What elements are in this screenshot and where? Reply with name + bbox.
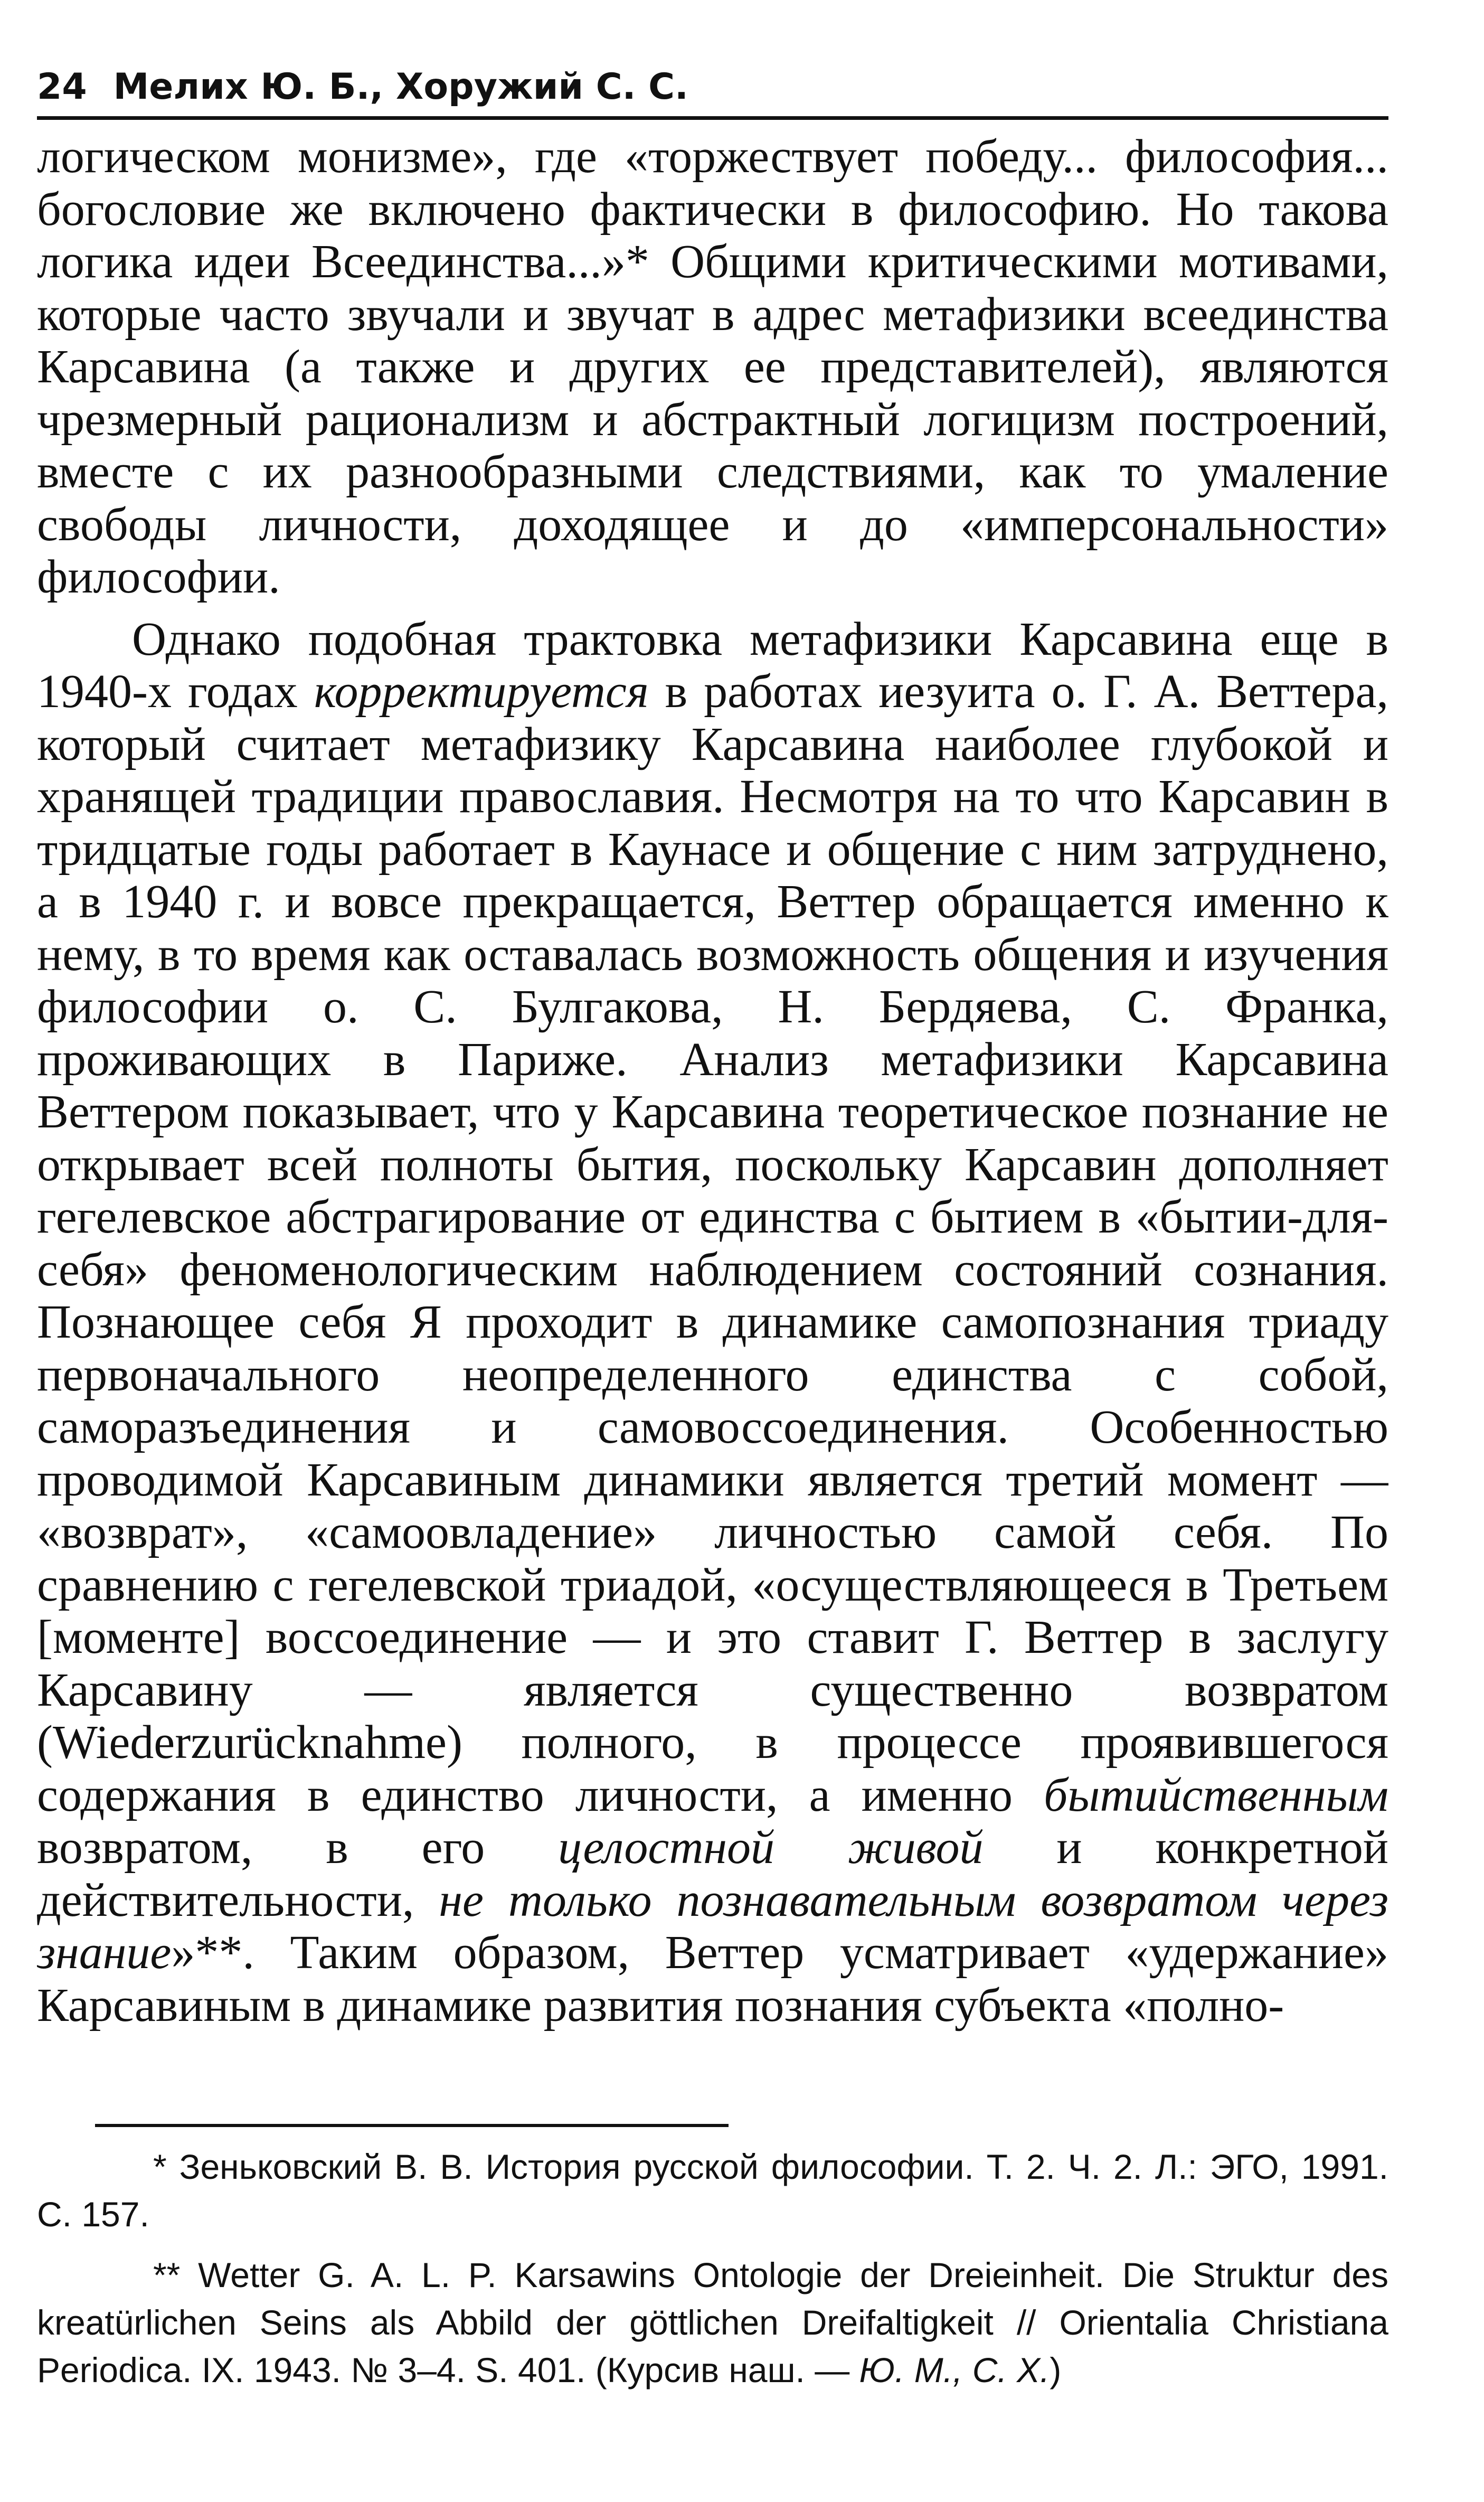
footnote-2: [37, 2251, 1388, 2394]
italic-emphasis: бытийственным: [1044, 1769, 1388, 1821]
footnote-1: * Зеньковский В. В. История русской философии. Т. 2. Ч. 2. Л.: ЭГО, 1991. С. 157.: [37, 2147, 1388, 2234]
italic-emphasis: целостной живой: [558, 1821, 984, 1874]
footnote-text: ): [1050, 2350, 1062, 2390]
italic-emphasis: Ю. М., С. Х.: [859, 2350, 1050, 2390]
paragraph-continued: [37, 130, 1388, 604]
header-rule: [37, 116, 1388, 120]
footnotes: [37, 2143, 1388, 2394]
paragraph-text: возвратом, в его: [37, 1821, 559, 1874]
running-head: [37, 63, 1388, 112]
paragraph-text: и конкретной действительности,: [37, 1821, 1388, 1926]
running-head-authors: Мелих Ю. Б., Хоружий С. С.: [113, 66, 688, 108]
footnote-text: ** Wetter G. A. L. P. Karsawins Ontologie der Dreieinheit. Die Struktur des kreatürlichen Seins als Abbild der göttlichen Dreifaltigkeit // Orientalia Christiana Periodica. IX. 1943. № 3–4. S. 401. (Курсив наш. —: [37, 2255, 1388, 2390]
paragraph-text: в работах иезуита о. Г. А. Веттера, который считает метафизику Карсавина наиболее глубокой и хранящей традиции православия. Несмотря на то что Карсавин в тридцатые годы работает в Каунасе и общение с ним затруднено, а в 1940 г. и вовсе прекращается, Веттер обращается именно к нему, в то время как оставалась возможность общения и изучения философии о. С. Булгакова, Н. Бердяева, С. Франка, проживающих в Париже. Анализ метафизики Карсавина Веттером показывает, что у Карсавина теоретическое познание не открывает всей полноты бытия, поскольку Карсавин дополняет гегелевское абстрагирование от единства с бытием в «бытии-для-себя» феноменологическим наблюдением состояний сознания. Познающее себя Я проходит в динамике самопознания триаду первоначального неопределенного единства с собой, саморазъединения и самовоссоединения. Особенностью проводимой Карсавиным динамики является третий момент — «возврат», «самоовладение» личностью самой себя. По сравнению с гегелевской триадой, «осуществляющееся в Третьем [моменте] воссоединение — и это ставит Г. Веттер в заслугу Карсавину — является существенно возвратом (Wiederzurücknahme) полного, в процессе проявившегося содержания в единство личности, а именно: [37, 665, 1388, 1821]
main-text: [37, 130, 1388, 2031]
paragraph-text: Однако подобная трактовка метафизики Карсавина еще в 1940-х годах: [37, 613, 1388, 718]
italic-emphasis: не только познавательным возвратом через знание: [37, 1874, 1388, 1979]
footnote-separator: [95, 2124, 729, 2127]
page-number: 24: [37, 66, 87, 108]
paragraph: [37, 613, 1388, 2032]
italic-emphasis: корректируется: [314, 665, 649, 718]
paragraph-text: логическом монизме», где «торжествует победу... философия... богословие же включено фактически в философию. Но такова логика идеи Всеединства...»* Общими критическими мотивами, которые часто звучали и звучат в адрес метафизики всеединства Карсавина (а также и других ее представителей), являются чрезмерный рационализм и абстрактный логицизм построений, вместе с их разнообразными следствиями, как то умаление свободы личности, доходящее и до «имперсональности» философии.: [37, 130, 1388, 603]
paragraph-text: »**. Таким образом, Веттер усматривает «удержание» Карсавиным в динамике развития познания субъекта «полно-: [37, 1926, 1388, 2031]
book-page: [37, 63, 1388, 2471]
